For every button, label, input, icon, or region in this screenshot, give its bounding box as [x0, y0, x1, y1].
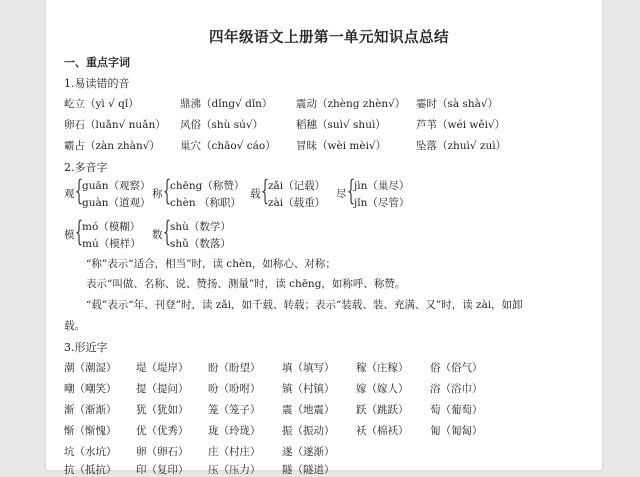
similar-item: 吩（吩咐）	[208, 383, 261, 395]
pron-item: 巢穴（chāo√ cáo）	[180, 140, 276, 152]
polyphone-reading: jǐn（尽管）	[354, 197, 410, 209]
subsection-polyphones: 2.多音字	[64, 161, 108, 174]
pron-item: 霎时（sà shà√）	[416, 98, 499, 110]
pron-item: 冒昧（wèi mèi√）	[296, 140, 387, 152]
brace-icon: {	[261, 174, 270, 207]
section-heading-key-words: 一、重点字词	[64, 56, 130, 69]
brace-icon: {	[75, 215, 84, 248]
polyphone-reading: guàn（道观）	[82, 197, 151, 209]
document-page	[46, 0, 602, 476]
similar-item: 俗（俗气）	[430, 362, 483, 374]
similar-item: 卵（卵石）	[136, 446, 189, 458]
similar-item: 惭（惭愧）	[64, 425, 117, 437]
page-title: 四年级语文上册第一单元知识点总结	[209, 29, 449, 46]
pron-item: 稻穗（suì√ shuì）	[296, 119, 386, 131]
similar-item: 坑（水坑）	[64, 446, 117, 458]
pron-item: 芦苇（wéi wěi√）	[416, 119, 506, 131]
brace-icon: {	[163, 174, 172, 207]
similar-item: 嘲（嘲笑）	[64, 383, 117, 395]
similar-item: 优（优秀）	[136, 425, 189, 437]
polyphone-char: 数	[152, 229, 163, 241]
brace-icon: {	[347, 174, 356, 207]
polyphone-char: 载	[250, 188, 261, 200]
paragraph-zai-cont: 载。	[64, 320, 85, 332]
pron-item: 风俗（shù sú√）	[180, 119, 264, 131]
subsection-pronunciation: 1.易读错的音	[64, 77, 130, 90]
similar-item: 填（填写）	[282, 362, 335, 374]
similar-item: 嫁（嫁人）	[356, 383, 409, 395]
paragraph-zai: “载”表示“年、刊登”时，读 zǎi，如千载、转载；表示“装载、装、充满、又”时，读 zài，如卸	[86, 299, 523, 311]
polyphone-reading: zǎi（记载）	[268, 180, 326, 192]
polyphone-char: 观	[64, 188, 75, 200]
paragraph-chen: “称”表示“适合，相当”时，读 chèn，如称心、对称；	[86, 258, 336, 270]
similar-item: 抗（抵抗）	[64, 464, 117, 476]
paragraph-cheng: 表示“叫做、名称、说、赞扬、测量”时，读 chēng，如称呼、称赞。	[86, 278, 406, 290]
polyphone-reading: guān（观察）	[82, 180, 151, 192]
polyphone-reading: shù（数学）	[170, 221, 231, 233]
pron-item: 震动（zhèng zhèn√）	[296, 98, 406, 110]
pron-item: 霸占（zàn zhàn√）	[64, 140, 160, 152]
similar-item: 匍（匍匐）	[430, 425, 483, 437]
similar-item: 稼（庄稼）	[356, 362, 409, 374]
polyphone-reading: chèn （称职）	[170, 197, 241, 209]
similar-item: 盼（盼望）	[208, 362, 261, 374]
similar-item: 犹（犹如）	[136, 404, 189, 416]
brace-icon: {	[75, 174, 84, 207]
similar-item: 萄（葡萄）	[430, 404, 483, 416]
similar-item: 袄（棉袄）	[356, 425, 409, 437]
polyphone-reading: jìn（巢尽）	[354, 180, 410, 192]
pron-item: 卵石（luǎn√ nuǎn）	[64, 119, 166, 131]
polyphone-reading: zài（载重）	[268, 197, 326, 209]
polyphone-char: 称	[152, 188, 163, 200]
similar-item: 压（压力）	[208, 464, 261, 476]
similar-item: 渐（渐渐）	[64, 404, 117, 416]
similar-item: 庄（村庄）	[208, 446, 261, 458]
similar-item: 浴（浴巾）	[430, 383, 483, 395]
polyphone-reading: mú（模样）	[82, 238, 141, 250]
pron-item: 坠落（zhuì√ zuì）	[416, 140, 507, 152]
similar-item: 堤（堤岸）	[136, 362, 189, 374]
polyphone-reading: mó（模糊）	[82, 221, 141, 233]
similar-item: 珑（玲珑）	[208, 425, 261, 437]
polyphone-char: 模	[64, 229, 75, 241]
similar-item: 潮（潮湿）	[64, 362, 117, 374]
similar-item: 笼（笼子）	[208, 404, 261, 416]
similar-item: 振（振动）	[282, 425, 335, 437]
polyphone-reading: shǔ（数落）	[170, 238, 231, 250]
similar-item: 遂（遂渐）	[282, 446, 335, 458]
polyphone-char: 尽	[336, 188, 347, 200]
similar-item: 隧（隧道）	[282, 464, 335, 476]
pron-item: 鼎沸（dǐng√ dǐn）	[180, 98, 273, 110]
pron-item: 屹立（yì √ qǐ）	[64, 98, 139, 110]
similar-item: 震（地震）	[282, 404, 335, 416]
similar-item: 印（复印）	[136, 464, 189, 476]
polyphone-reading: chēng（称赞）	[170, 180, 245, 192]
subsection-similar-chars: 3.形近字	[64, 341, 108, 354]
similar-item: 镇（村镇）	[282, 383, 335, 395]
brace-icon: {	[163, 215, 172, 248]
similar-item: 跃（跳跃）	[356, 404, 409, 416]
similar-item: 提（提问）	[136, 383, 189, 395]
